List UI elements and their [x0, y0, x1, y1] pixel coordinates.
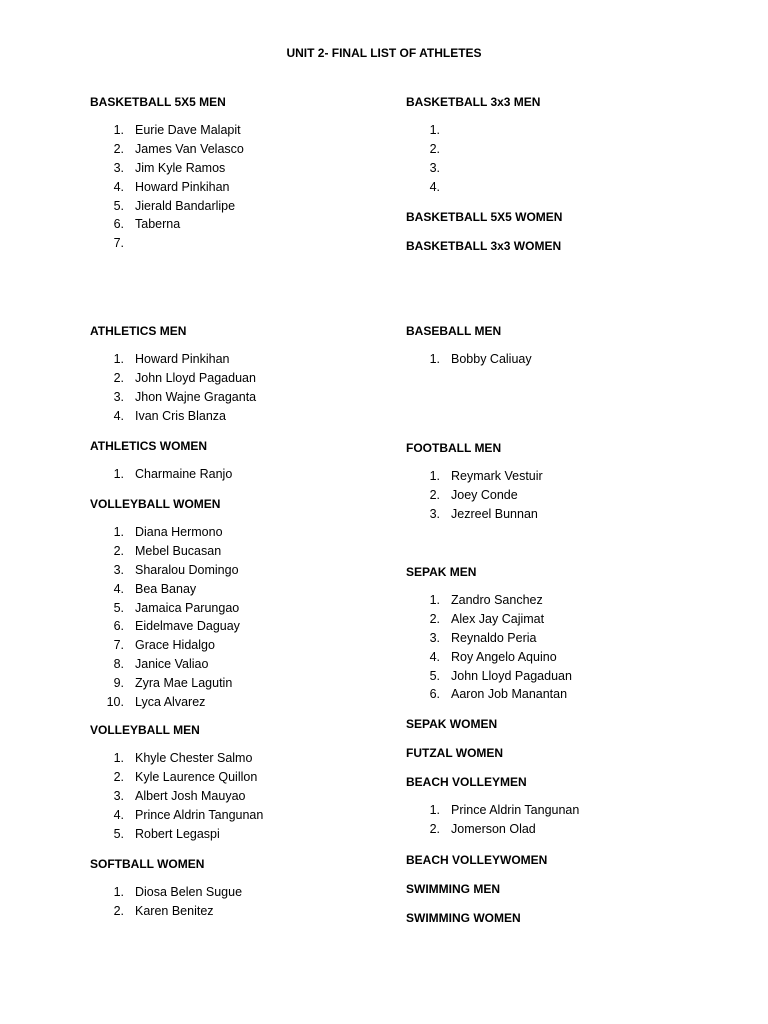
- section-heading: FOOTBALL MEN: [406, 441, 502, 455]
- athlete-name: Janice Valiao: [135, 657, 209, 672]
- athlete-name: Charmaine Ranjo: [135, 467, 233, 481]
- list-item: [90, 197, 420, 216]
- list-item: [90, 693, 420, 712]
- list-item: [406, 820, 736, 839]
- list-item: [406, 178, 736, 197]
- list-item: [90, 121, 420, 140]
- list-number: 3.: [113, 562, 124, 577]
- list-number: 8.: [113, 657, 124, 672]
- list-item: [90, 636, 420, 655]
- athlete-name: Roy Angelo Aquino: [451, 649, 557, 664]
- list-number: 9.: [113, 676, 124, 691]
- list-number: 3.: [429, 630, 440, 645]
- athlete-name: Jomerson Olad: [451, 821, 536, 836]
- athlete-name: Reymark Vestuir: [451, 469, 543, 483]
- list-item: [406, 159, 736, 178]
- list-item: [90, 768, 420, 787]
- list-item: [90, 580, 420, 599]
- athlete-list: [406, 467, 736, 524]
- list-item: [90, 542, 420, 561]
- section-basketball-3x3-men: [406, 93, 736, 197]
- section-football-men: [406, 439, 736, 524]
- list-number: 2.: [113, 769, 124, 784]
- athlete-name: Joey Conde: [451, 487, 518, 502]
- section-softball-women: [90, 855, 420, 921]
- list-item: [90, 465, 420, 484]
- section-basketball-3x3-women: [406, 237, 736, 255]
- section-heading: VOLLEYBALL MEN: [90, 723, 200, 737]
- list-item: [90, 178, 420, 197]
- list-item: [406, 629, 736, 648]
- athlete-list: [90, 749, 420, 843]
- section-futzal-women: [406, 744, 736, 762]
- athlete-name: Howard Pinkihan: [135, 352, 230, 366]
- list-item: [90, 350, 420, 369]
- list-number: 3.: [429, 160, 440, 175]
- athlete-list: [90, 350, 420, 426]
- section-heading: BEACH VOLLEYMEN: [406, 775, 527, 789]
- list-item: [406, 467, 736, 486]
- athlete-name: Jezreel Bunnan: [451, 506, 538, 521]
- list-item: [90, 561, 420, 580]
- list-number: 5.: [113, 198, 124, 213]
- list-item: [90, 902, 420, 921]
- list-item: [90, 787, 420, 806]
- athlete-name: Eurie Dave Malapit: [135, 123, 241, 137]
- athlete-name: Jhon Wajne Graganta: [135, 389, 257, 404]
- athlete-name: Diosa Belen Sugue: [135, 885, 243, 899]
- athlete-name: Howard Pinkihan: [135, 179, 230, 194]
- list-item: [406, 591, 736, 610]
- page-title: UNIT 2- FINAL LIST OF ATHLETES: [286, 46, 482, 60]
- list-item: [90, 617, 420, 636]
- list-item: [406, 505, 736, 524]
- section-beach-volleywomen: [406, 851, 736, 869]
- list-item: [90, 215, 420, 234]
- list-number: 1.: [113, 123, 124, 137]
- section-swimming-men: [406, 880, 736, 898]
- section-heading: ATHLETICS WOMEN: [90, 439, 208, 453]
- list-item: [90, 407, 420, 426]
- list-number: 4.: [113, 408, 124, 423]
- athlete-name: Khyle Chester Salmo: [135, 751, 253, 765]
- list-number: 6.: [113, 619, 124, 634]
- athlete-name: John Lloyd Pagaduan: [451, 668, 572, 683]
- athlete-list: [90, 883, 420, 921]
- list-item: [90, 883, 420, 902]
- athlete-name: Diana Hermono: [135, 525, 223, 539]
- list-number: 2.: [429, 611, 440, 626]
- list-number: 2.: [429, 487, 440, 502]
- list-item: [406, 610, 736, 629]
- list-number: 1.: [113, 885, 124, 899]
- list-number: 1.: [429, 123, 440, 137]
- list-number: 6.: [429, 687, 440, 702]
- list-number: 2.: [113, 543, 124, 558]
- athlete-name: Lyca Alvarez: [135, 695, 206, 710]
- section-basketball-5x5-men: [90, 93, 420, 253]
- list-number: 4.: [113, 807, 124, 822]
- athlete-name: Jierald Bandarlipe: [135, 198, 236, 213]
- list-number: 1.: [429, 593, 440, 607]
- section-heading: BEACH VOLLEYWOMEN: [406, 853, 548, 867]
- list-item: [90, 369, 420, 388]
- athlete-list: [406, 801, 736, 839]
- list-item: [90, 159, 420, 178]
- list-item: [90, 655, 420, 674]
- athlete-name: Mebel Bucasan: [135, 543, 222, 558]
- list-number: 1.: [113, 751, 124, 765]
- athlete-name: Bobby Caliuay: [451, 352, 532, 366]
- athlete-name: Ivan Cris Blanza: [135, 408, 227, 423]
- athlete-name: Karen Benitez: [135, 903, 214, 918]
- list-number: 5.: [113, 826, 124, 841]
- section-heading: SEPAK WOMEN: [406, 717, 498, 731]
- list-item: [90, 749, 420, 768]
- section-heading: SWIMMING WOMEN: [406, 911, 521, 925]
- list-item: [406, 648, 736, 667]
- list-number: 2.: [113, 370, 124, 385]
- list-number: 5.: [429, 668, 440, 683]
- athlete-name: Jamaica Parungao: [135, 600, 240, 615]
- list-item: [406, 350, 736, 369]
- section-heading: BASKETBALL 5X5 WOMEN: [406, 210, 563, 224]
- list-number: 1.: [113, 467, 124, 481]
- list-number: 2.: [429, 141, 440, 156]
- list-number: 3.: [113, 788, 124, 803]
- list-number: 3.: [113, 389, 124, 404]
- section-beach-volleymen: [406, 773, 736, 839]
- list-number: 1.: [113, 352, 124, 366]
- list-number: 6.: [113, 217, 124, 232]
- list-item: [90, 825, 420, 844]
- section-heading: BASEBALL MEN: [406, 324, 502, 338]
- athlete-list: [90, 121, 420, 253]
- section-athletics-women: [90, 437, 420, 484]
- athlete-name: Grace Hidalgo: [135, 638, 215, 653]
- athlete-name: Zyra Mae Lagutin: [135, 676, 233, 691]
- athlete-name: Sharalou Domingo: [135, 562, 239, 577]
- section-heading: BASKETBALL 5X5 MEN: [90, 95, 226, 109]
- list-number: 1.: [429, 469, 440, 483]
- list-item: [406, 667, 736, 686]
- section-heading: BASKETBALL 3x3 MEN: [406, 95, 541, 109]
- list-item: [90, 674, 420, 693]
- athlete-list: [90, 523, 420, 712]
- list-number: 1.: [429, 803, 440, 817]
- list-number: 4.: [113, 179, 124, 194]
- athlete-list: [406, 591, 736, 704]
- athlete-name: John Lloyd Pagaduan: [135, 370, 256, 385]
- list-item: [90, 523, 420, 542]
- athlete-name: Kyle Laurence Quillon: [135, 769, 258, 784]
- section-heading: VOLLEYBALL WOMEN: [90, 497, 221, 511]
- section-heading: ATHLETICS MEN: [90, 324, 187, 338]
- list-number: 7.: [113, 236, 124, 251]
- list-number: 2.: [113, 141, 124, 156]
- section-swimming-women: [406, 909, 736, 927]
- list-number: 4.: [113, 581, 124, 596]
- athlete-name: Albert Josh Mauyao: [135, 788, 246, 803]
- list-item: [90, 234, 420, 253]
- athlete-name: Bea Banay: [135, 581, 197, 596]
- athlete-name: James Van Velasco: [135, 141, 244, 156]
- list-item: [90, 140, 420, 159]
- athlete-name: Aaron Job Manantan: [451, 687, 568, 702]
- list-item: [406, 140, 736, 159]
- list-item: [406, 486, 736, 505]
- list-number: 3.: [113, 160, 124, 175]
- athlete-name: Prince Aldrin Tangunan: [451, 803, 580, 817]
- athlete-list: [406, 350, 736, 369]
- list-number: 2.: [429, 821, 440, 836]
- athlete-name: Zandro Sanchez: [451, 593, 543, 607]
- section-basketball-5x5-women: [406, 208, 736, 226]
- athlete-name: Taberna: [135, 217, 181, 232]
- athlete-name: Robert Legaspi: [135, 826, 220, 841]
- athlete-name: Jim Kyle Ramos: [135, 160, 226, 175]
- athlete-name: Prince Aldrin Tangunan: [135, 807, 264, 822]
- list-number: 2.: [113, 903, 124, 918]
- section-heading: BASKETBALL 3x3 WOMEN: [406, 239, 562, 253]
- list-number: 1.: [113, 525, 124, 539]
- section-baseball-men: [406, 322, 736, 369]
- list-item: [406, 801, 736, 820]
- list-number: 1.: [429, 352, 440, 366]
- list-item: [406, 685, 736, 704]
- list-item: [90, 806, 420, 825]
- section-heading: SEPAK MEN: [406, 565, 477, 579]
- list-number: 10.: [106, 695, 124, 710]
- list-item: [90, 599, 420, 618]
- list-item: [406, 121, 736, 140]
- section-sepak-men: [406, 563, 736, 704]
- section-heading: SWIMMING MEN: [406, 882, 500, 896]
- athlete-name: Eidelmave Daguay: [135, 619, 240, 634]
- section-volleyball-men: [90, 721, 420, 843]
- athlete-name: Alex Jay Cajimat: [451, 611, 545, 626]
- athlete-list: [406, 121, 736, 197]
- athlete-list: [90, 465, 420, 484]
- section-athletics-men: [90, 322, 420, 426]
- athlete-name: Reynaldo Peria: [451, 630, 537, 645]
- list-number: 4.: [429, 179, 440, 194]
- section-volleyball-women: [90, 495, 420, 712]
- list-item: [90, 388, 420, 407]
- list-number: 3.: [429, 506, 440, 521]
- section-heading: FUTZAL WOMEN: [406, 746, 504, 760]
- list-number: 5.: [113, 600, 124, 615]
- list-number: 4.: [429, 649, 440, 664]
- section-sepak-women: [406, 715, 736, 733]
- list-number: 7.: [113, 638, 124, 653]
- section-heading: SOFTBALL WOMEN: [90, 857, 205, 871]
